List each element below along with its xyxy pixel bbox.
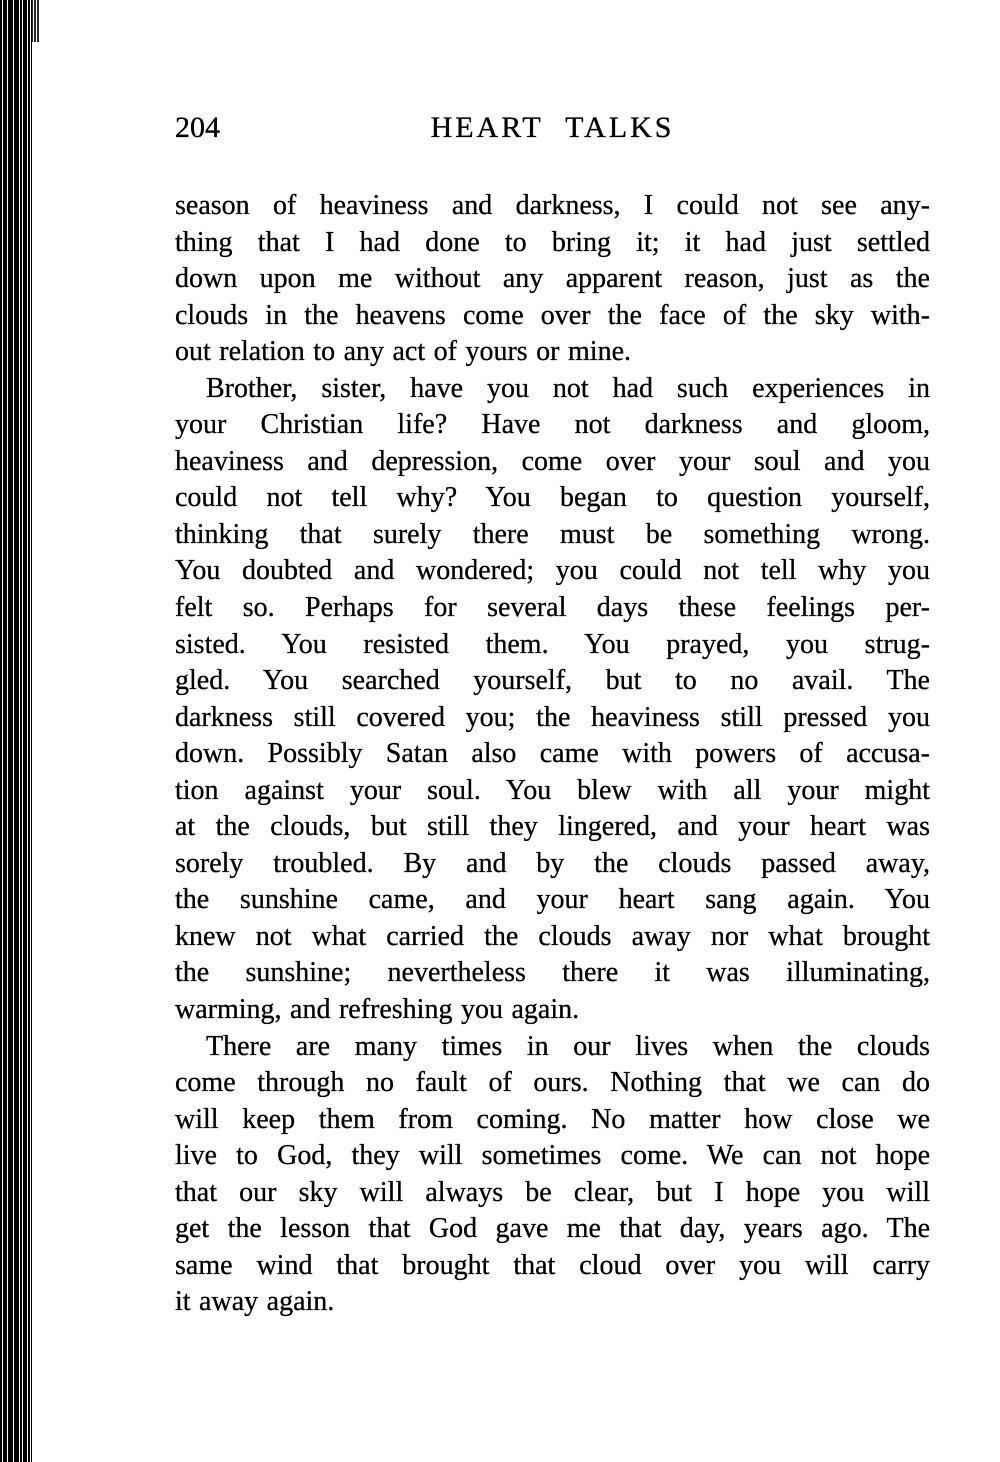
page-number: 204 (175, 111, 220, 144)
running-title: HEART TALKS (430, 111, 675, 144)
text-line: your Christian life? Have not darkness and gloom, (175, 409, 930, 441)
text-line: the sunshine came, and your heart sang again. You (175, 884, 930, 916)
scan-noise (31, 0, 39, 42)
text-line: down upon me without any apparent reason, just as the (175, 263, 930, 295)
paragraph (175, 371, 930, 1029)
text-line: it away again. (175, 1286, 335, 1318)
text-line: felt so. Perhaps for several days these feelings per- (175, 592, 930, 624)
text-line: warming, and refreshing you again. (175, 994, 580, 1026)
text-line: You doubted and wondered; you could not tell why you (175, 555, 930, 587)
body-text (175, 188, 930, 1321)
text-line: Brother, sister, have you not had such experiences in (206, 372, 930, 404)
text-line: thing that I had done to bring it; it had just settled (175, 226, 930, 258)
text-line: gled. You searched yourself, but to no avail. The (175, 665, 930, 697)
page-content (175, 112, 930, 1321)
text-line: get the lesson that God gave me that day, years ago. The (175, 1213, 930, 1245)
text-line: out relation to any act of yours or mine. (175, 336, 631, 368)
text-line: come through no fault of ours. Nothing that we can do (175, 1067, 930, 1099)
text-line: tion against your soul. You blew with all your might (175, 774, 930, 806)
text-line: clouds in the heavens come over the face of the sky with- (175, 299, 930, 331)
paragraph (175, 188, 930, 371)
text-line: same wind that brought that cloud over you will carry (175, 1249, 930, 1281)
text-line: will keep them from coming. No matter how close we (175, 1103, 930, 1135)
text-line: heaviness and depression, come over your soul and you (175, 445, 930, 477)
text-line: There are many times in our lives when the clouds (206, 1030, 930, 1062)
binding-gutter-scan-artifact (0, 0, 33, 1462)
text-line: at the clouds, but still they lingered, and your heart was (175, 811, 930, 843)
text-line: live to God, they will sometimes come. We can not hope (175, 1140, 930, 1172)
text-line: down. Possibly Satan also came with powers of accusa- (175, 738, 930, 770)
text-line: sisted. You resisted them. You prayed, you strug- (175, 628, 930, 660)
text-line: knew not what carried the clouds away nor what brought (175, 920, 930, 952)
text-line: the sunshine; nevertheless there it was illuminating, (175, 957, 930, 989)
text-line: thinking that surely there must be something wrong. (175, 518, 930, 550)
text-line: darkness still covered you; the heaviness still pressed you (175, 701, 930, 733)
text-line: season of heaviness and darkness, I could not see any- (175, 190, 930, 221)
paragraph (175, 1029, 930, 1321)
page-header (175, 112, 930, 146)
text-line: could not tell why? You began to question yourself, (175, 482, 930, 514)
text-line: sorely troubled. By and by the clouds passed away, (175, 847, 930, 879)
text-line: that our sky will always be clear, but I hope you will (175, 1176, 930, 1208)
